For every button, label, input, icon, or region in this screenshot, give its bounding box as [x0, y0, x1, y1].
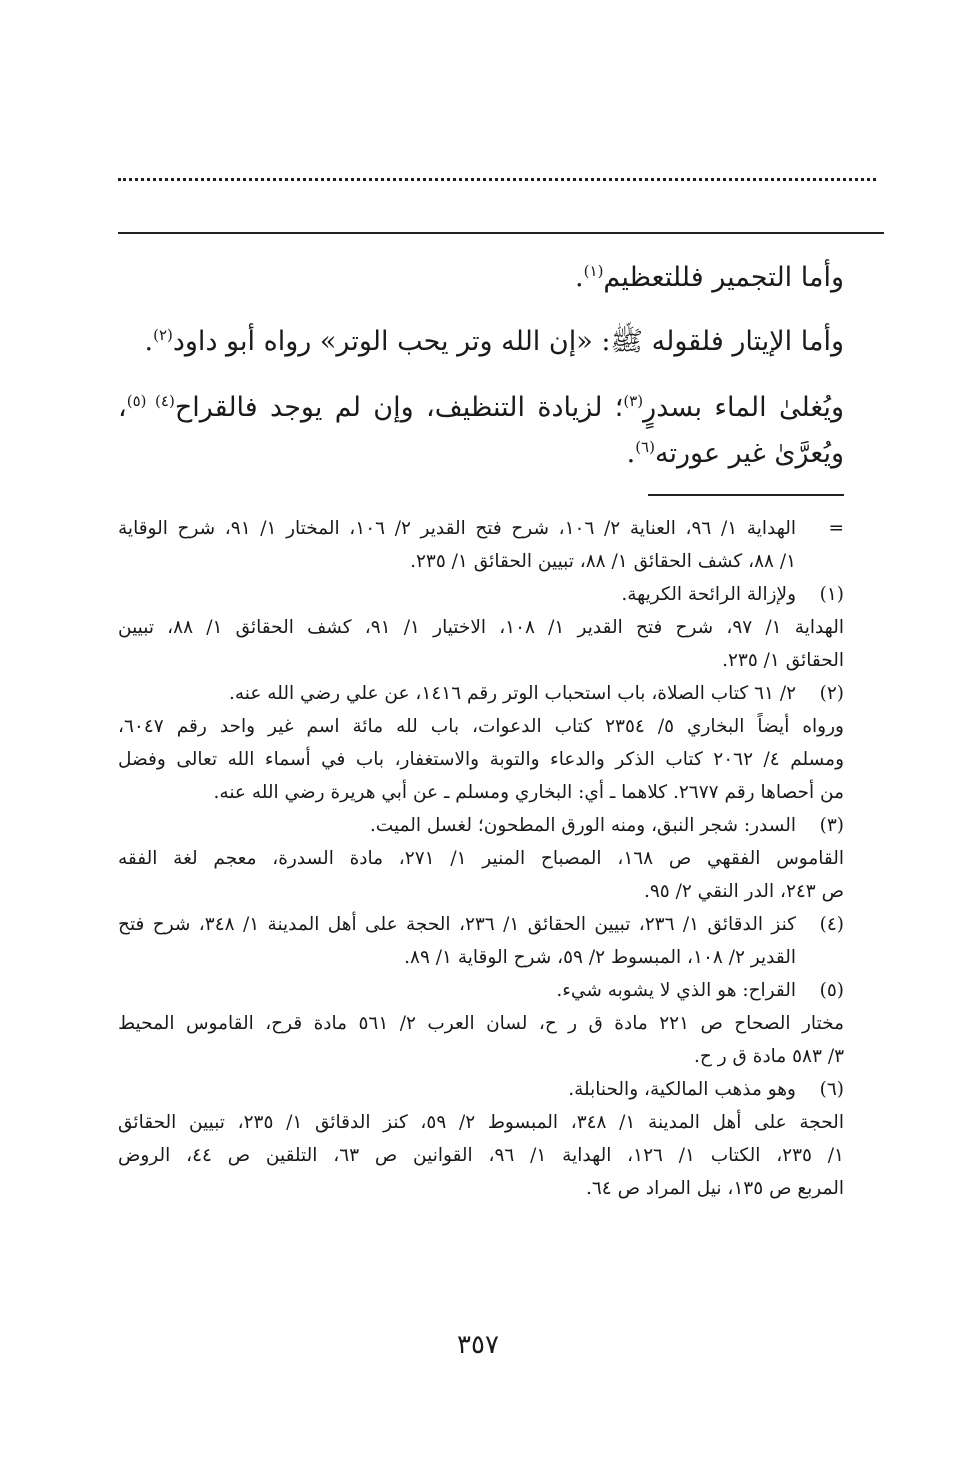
footnote-continuation: [118, 512, 844, 545]
footnote-ref: (٤) (٥): [126, 392, 175, 410]
main-text: ويُغلىٰ الماء بسدرٍ: [643, 392, 844, 423]
footnote-2: [118, 677, 844, 710]
main-text: ويُعرَّىٰ غير عورته: [654, 438, 844, 469]
footnote-line: [118, 1106, 844, 1139]
footnote-text: الحقائق ١/ ٢٣٥.: [722, 650, 844, 671]
punctuation: .: [626, 438, 636, 469]
footnote-text: الهداية ١/ ٩٧، شرح فتح القدير ١/ ١٠٨، الاختيار ١/ ٩١، كشف الحقائق ١/ ٨٨، تبيين: [118, 617, 844, 638]
footnote-ref: (٢): [153, 326, 173, 344]
dotted-separator: [118, 178, 876, 181]
footnotes: [118, 512, 844, 1205]
footnote-line: [118, 545, 844, 578]
top-rule: [118, 232, 884, 234]
footnote-text: القدير ٢/ ١٠٨، المبسوط ٢/ ٥٩، شرح الوقاية ١/ ٨٩.: [404, 947, 796, 968]
footnote-number: (٣): [819, 815, 844, 836]
footnote-line: [118, 776, 844, 809]
footnote-separator: [648, 494, 844, 496]
footnote-line: [118, 611, 844, 644]
footnote-3: [118, 809, 844, 842]
footnote-text: السدر: شجر النبق، ومنه الورق المطحون؛ لغسل الميت.: [369, 815, 796, 836]
footnote-ref: (١): [583, 262, 604, 280]
footnote-line: [118, 743, 844, 776]
footnote-number: (٥): [819, 980, 844, 1001]
footnote-1: [118, 578, 844, 611]
footnote-text: وهو مذهب المالكية، والحنابلة.: [568, 1079, 796, 1100]
footnote-ref: (٦): [635, 438, 655, 456]
main-line-4: [118, 434, 844, 474]
footnote-text: ص ٢٤٣، الدر النقي ٢/ ٩٥.: [643, 881, 844, 902]
footnote-text: ١/ ٨٨، كشف الحقائق ١/ ٨٨، تبيين الحقائق ١/ ٢٣٥.: [410, 551, 796, 572]
footnote-number: (١): [819, 584, 844, 605]
footnote-text: المربع ص ١٣٥، نيل المراد ص ٦٤.: [585, 1178, 844, 1199]
footnote-text: ومسلم ٤/ ٢٠٦٢ كتاب الذكر والدعاء والتوبة والاستغفار، باب في أسماء الله تعالى وفضل: [118, 749, 845, 770]
footnote-line: [118, 1139, 844, 1172]
footnote-text: كنز الدقائق ١/ ٢٣٦، تبيين الحقائق ١/ ٢٣٦، الحجة على أهل المدينة ١/ ٣٤٨، شرح فتح: [118, 914, 796, 935]
punctuation: .: [575, 262, 584, 293]
footnote-text: ٣/ ٥٨٣ مادة ق ر ح.: [694, 1046, 844, 1067]
footnote-line: [118, 1007, 844, 1040]
footnote-number: (٤): [819, 914, 844, 935]
footnote-text: الحجة على أهل المدينة ١/ ٣٤٨، المبسوط ٢/ ٥٩، كنز الدقائق ١/ ٢٣٥، تبيين الحقائق: [118, 1112, 844, 1133]
punctuation: .: [144, 326, 154, 357]
footnote-number: (٢): [819, 683, 844, 704]
footnote-number: (٦): [819, 1079, 844, 1100]
footnote-text: القاموس الفقهي ص ١٦٨، المصباح المنير ١/ ٢٧١، مادة السدرة، معجم لغة الفقه: [118, 848, 845, 869]
main-line-1: [118, 258, 844, 298]
footnote-4: [118, 908, 844, 941]
main-text: ؛ لزيادة التنظيف، وإن لم يوجد فالقراح: [174, 392, 624, 423]
punctuation: ،: [118, 392, 127, 423]
footnote-line: [118, 710, 844, 743]
footnote-6: [118, 1073, 844, 1106]
footnote-text: من أحصاها رقم ٢٦٧٧. كلاهما ـ أي: البخاري ومسلم ـ عن أبي هريرة رضي الله عنه.: [213, 782, 844, 803]
footnote-line: [118, 1172, 844, 1205]
footnote-text: ورواه أيضاً البخاري ٥/ ٢٣٥٤ كتاب الدعوات، باب لله مائة اسم غير واحد رقم ٦٠٤٧،: [118, 716, 844, 737]
footnote-text: ولإزالة الرائحة الكريهة.: [621, 584, 796, 605]
footnote-line: [118, 875, 844, 908]
page-number: ٣٥٧: [457, 1330, 499, 1360]
footnote-text: ٢/ ٦١ كتاب الصلاة، باب استحباب الوتر رقم ١٤١٦، عن علي رضي الله عنه.: [229, 683, 796, 704]
footnote-5: [118, 974, 844, 1007]
footnote-line: [118, 842, 844, 875]
footnote-line: [118, 644, 844, 677]
footnote-text: القراح: هو الذي لا يشوبه شيء.: [556, 980, 796, 1001]
main-line-3: [118, 388, 844, 428]
footnote-text: ١/ ٢٣٥، الكتاب ١/ ١٢٦، الهداية ١/ ٩٦، القوانين ص ٦٣، التلقين ص ٤٤، الروض: [118, 1145, 844, 1166]
footnote-line: [118, 1040, 844, 1073]
main-text: وأما الإيتار فلقوله ﷺ: «إن الله وتر يحب الوتر» رواه أبو داود: [172, 326, 844, 357]
footnote-text: الهداية ١/ ٩٦، العناية ٢/ ١٠٦، شرح فتح القدير ٢/ ١٠٦، المختار ١/ ٩١، شرح الوقاية: [118, 518, 796, 539]
footnote-line: [118, 941, 844, 974]
footnote-text: مختار الصحاح ص ٢٢١ مادة ق ر ح، لسان العرب ٢/ ٥٦١ مادة قرح، القاموس المحيط: [118, 1013, 844, 1034]
continuation-mark: =: [828, 518, 844, 539]
main-text: وأما التجمير فللتعظيم: [603, 262, 844, 293]
footnote-ref: (٣): [623, 392, 644, 410]
main-line-2: [118, 322, 844, 362]
